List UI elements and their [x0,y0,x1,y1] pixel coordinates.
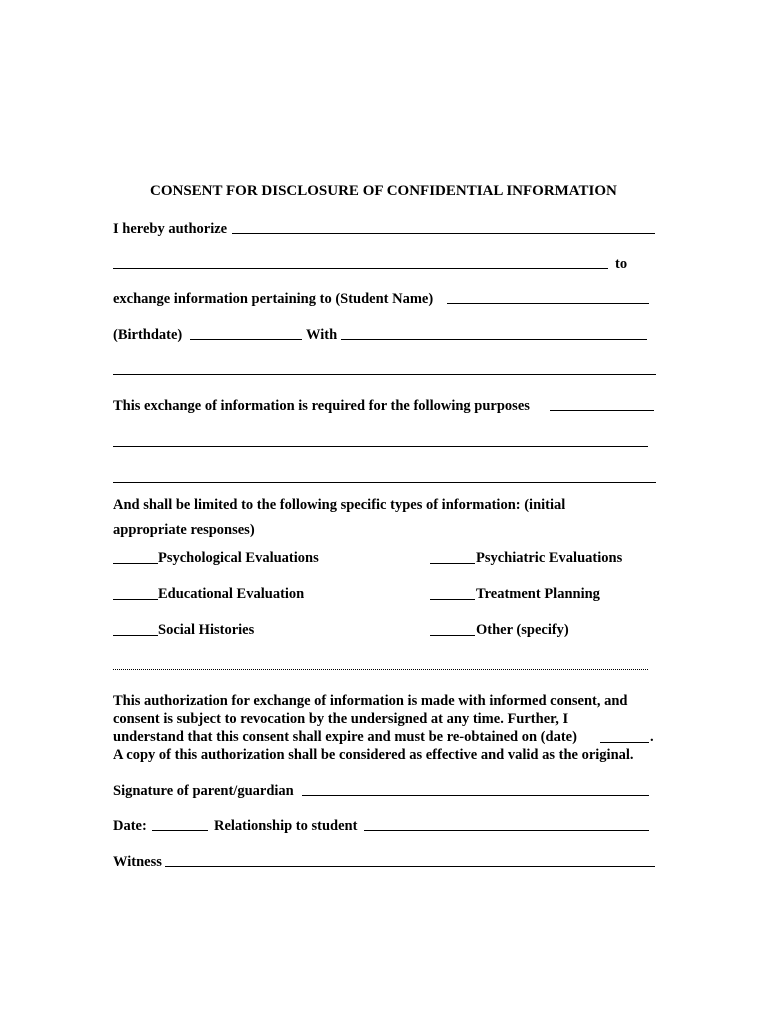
initial-blank-psychiatric[interactable] [430,563,475,564]
exchange-label: exchange information pertaining to (Student Name) [113,291,434,307]
with-continuation-blank[interactable] [113,374,656,375]
student-name-blank[interactable] [447,303,649,304]
relationship-label: Relationship to student [214,818,358,834]
period: . [650,729,654,745]
initial-blank-social[interactable] [113,635,158,636]
limited-line-1: And shall be limited to the following specific types of information: (initial [113,497,566,513]
authorization-line-2: consent is subject to revocation by the undersigned at any time. Further, I [113,711,569,727]
birthdate-blank[interactable] [190,339,302,340]
authorized-party-blank[interactable] [113,268,608,269]
signature-label: Signature of parent/guardian [113,783,294,799]
date-blank[interactable] [152,830,208,831]
initial-blank-treatment[interactable] [430,599,475,600]
with-blank[interactable] [341,339,647,340]
birthdate-label: (Birthdate) [113,327,183,343]
initial-blank-other[interactable] [430,635,475,636]
other-specify-blank[interactable] [113,669,648,670]
authorize-label: I hereby authorize [113,221,228,237]
signature-blank[interactable] [302,795,649,796]
authorization-line-1: This authorization for exchange of information is made with informed consent, and [113,693,628,709]
expiration-date-blank[interactable] [600,742,649,743]
limited-line-2: appropriate responses) [113,522,255,538]
option-treatment-planning: Treatment Planning [476,586,600,602]
purposes-blank[interactable] [550,410,654,411]
purposes-blank-2[interactable] [113,446,648,447]
option-other-specify: Other (specify) [476,622,569,638]
witness-label: Witness [113,854,162,870]
purposes-blank-3[interactable] [113,482,656,483]
to-label: to [615,256,628,272]
option-educational-evaluation: Educational Evaluation [158,586,305,602]
option-social-histories: Social Histories [158,622,255,638]
option-psychological-evaluations: Psychological Evaluations [158,550,319,566]
form-title: CONSENT FOR DISCLOSURE OF CONFIDENTIAL INFORMATION [150,183,617,199]
purposes-label: This exchange of information is required for the following purposes [113,398,530,414]
authorization-line-3: understand that this consent shall expire and must be re-obtained on (date) [113,729,577,745]
date-label: Date: [113,818,147,834]
authorization-line-4: A copy of this authorization shall be considered as effective and valid as the original. [113,747,634,763]
authorize-blank[interactable] [232,233,655,234]
with-label: With [306,327,338,343]
witness-blank[interactable] [165,866,655,867]
relationship-blank[interactable] [364,830,649,831]
option-psychiatric-evaluations: Psychiatric Evaluations [476,550,623,566]
initial-blank-psychological[interactable] [113,563,158,564]
initial-blank-educational[interactable] [113,599,158,600]
